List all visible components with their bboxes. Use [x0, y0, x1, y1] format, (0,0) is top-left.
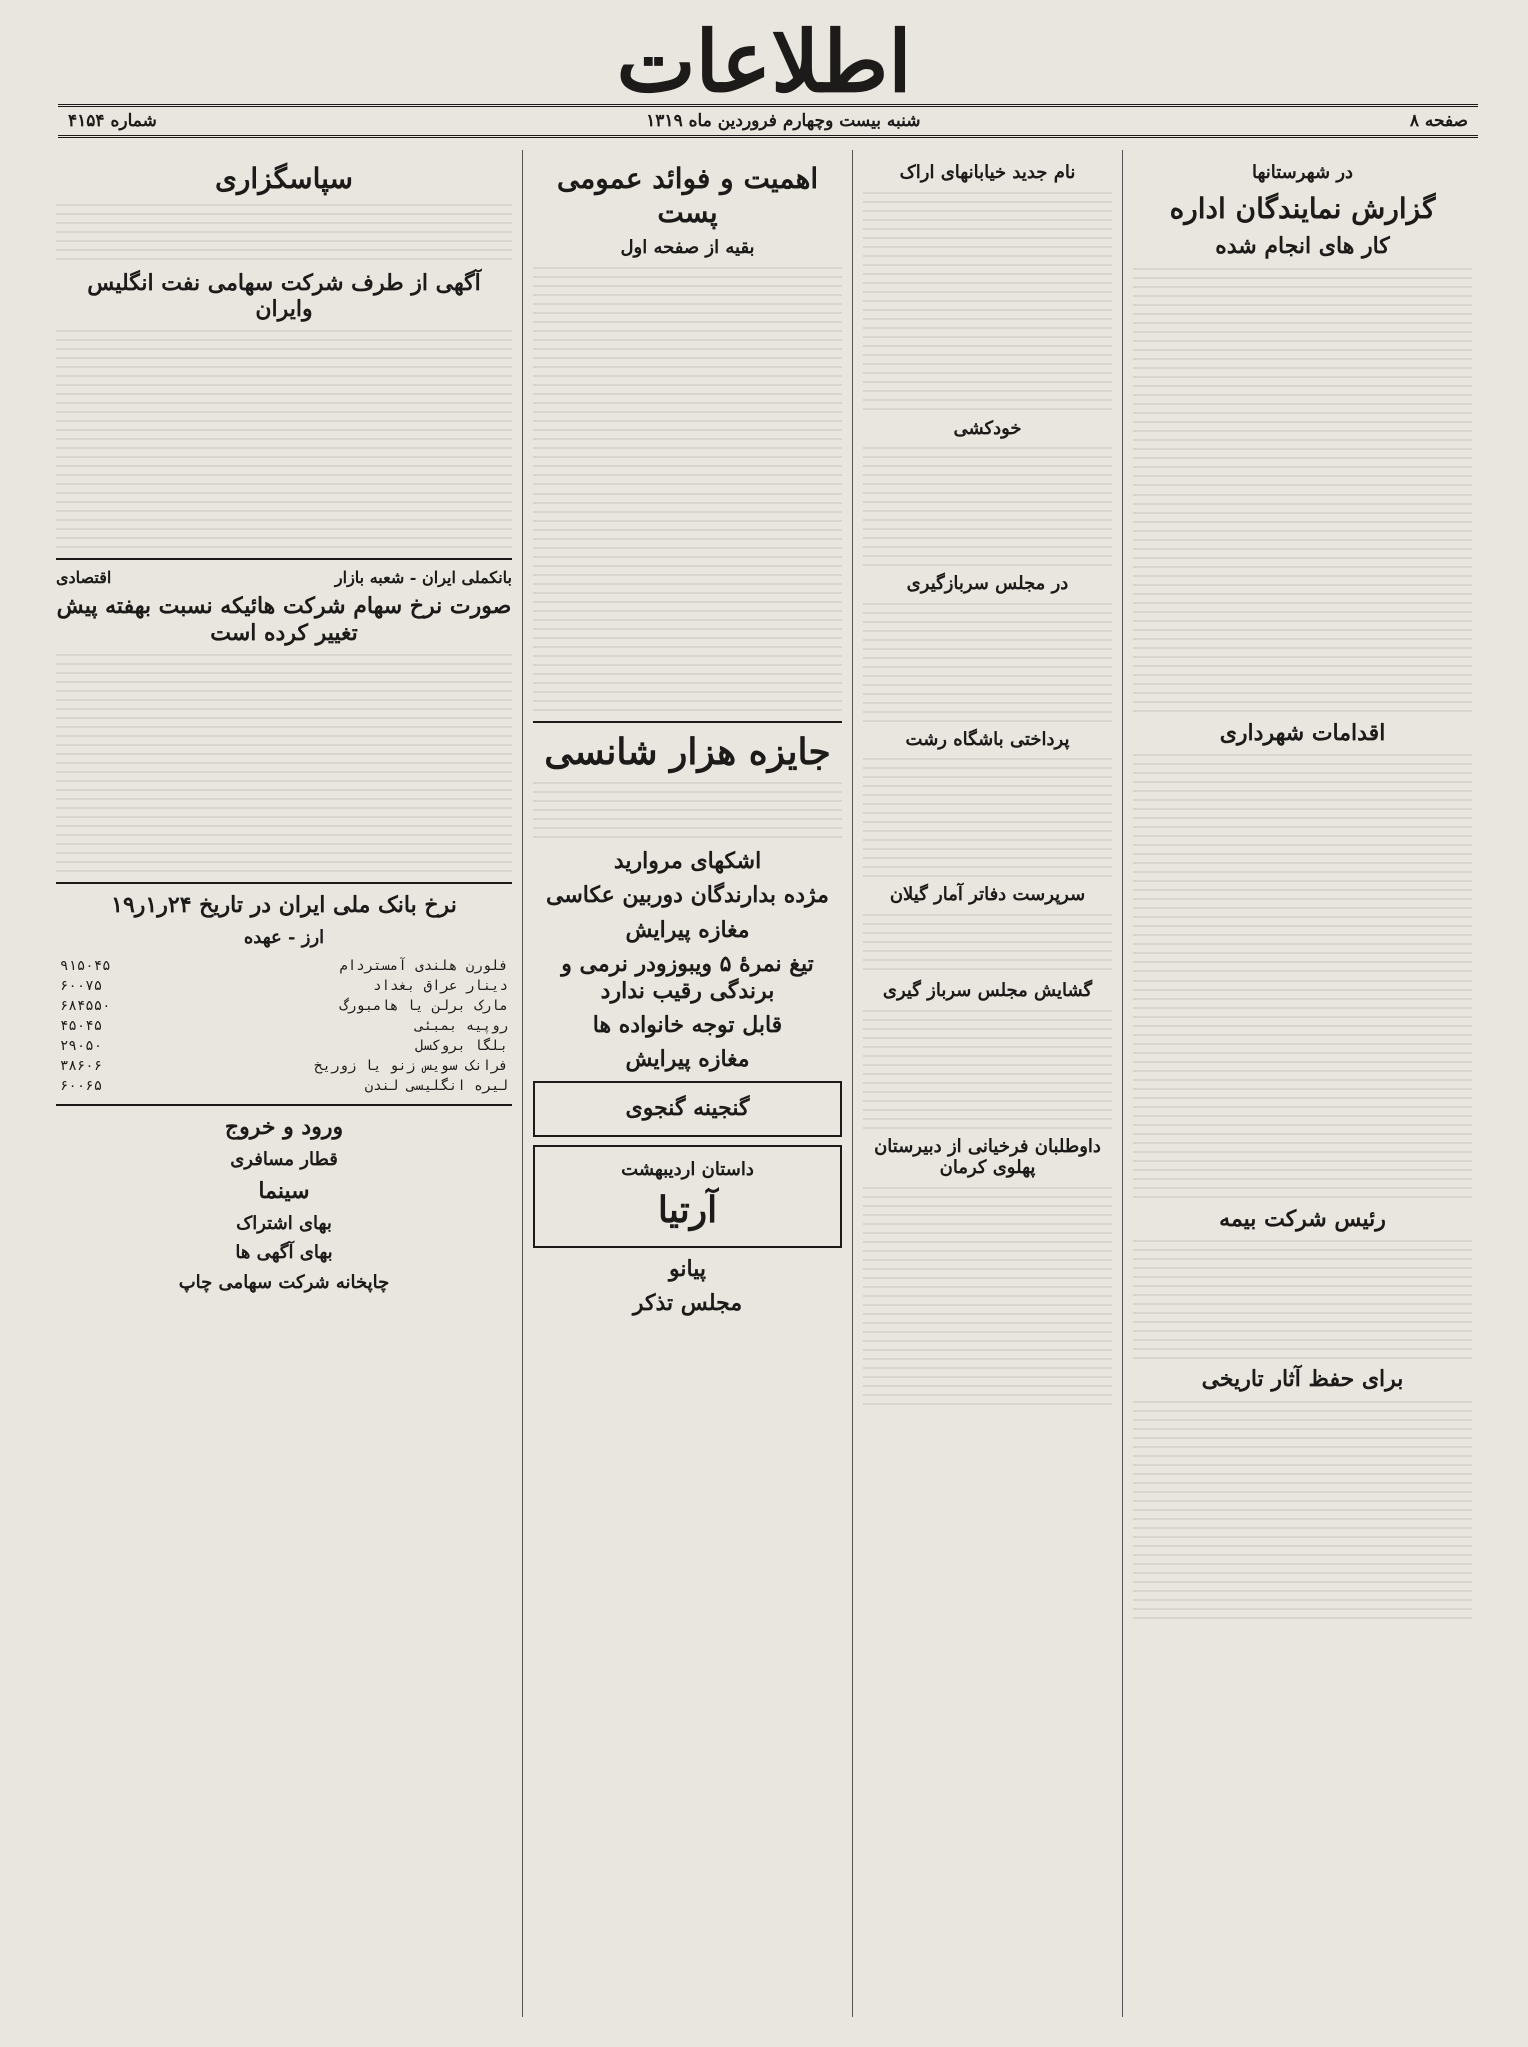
ad-photo: مژده بدارندگان دوربین عکاسی — [546, 882, 829, 909]
rate-currency: مارک برلن یا هامبورگ — [339, 998, 508, 1015]
rate-row — [56, 1076, 512, 1096]
issue-number: شماره ۴۱۵۴ — [68, 111, 157, 131]
kicker: در شهرستانها — [1251, 162, 1354, 183]
rate-value: ۶۰۰۶۵ — [60, 1078, 103, 1095]
rate-row — [56, 1036, 512, 1056]
column-economy — [46, 150, 522, 2017]
ad-shaving-shop: مغازه پیرایش — [625, 1046, 750, 1073]
body-text-region — [863, 914, 1112, 974]
body-text-region — [863, 192, 1112, 412]
rate-currency: بلگا بروکسل — [415, 1038, 508, 1055]
currency-label: ارز - عهده — [243, 926, 325, 948]
shares-heading: صورت نرخ سهام شرکت هائیکه نسبت بهفته پیش تغییر کرده است — [56, 593, 512, 646]
body-text-region — [56, 204, 512, 264]
cinema-heading: سینما — [258, 1178, 310, 1205]
train-heading: قطار مسافری — [230, 1148, 338, 1170]
ad-book: گنجینه گنجوی — [625, 1094, 750, 1121]
ad-pearls: اشکهای مروارید — [613, 847, 762, 874]
subhead: اقدامات شهرداری — [1219, 719, 1386, 746]
rate-currency: فلورن هلندی آمستردام — [339, 958, 508, 975]
ad-story-box — [533, 1145, 842, 1248]
rate-currency: لیره انگلیسی لندن — [364, 1078, 508, 1095]
ad-piano: پیانو — [669, 1255, 706, 1282]
body-text-region — [1133, 268, 1472, 488]
subhead: خودکشی — [953, 417, 1022, 439]
rate-value: ۴۵۰۴۵ — [60, 1018, 103, 1035]
ad-memorial: مجلس تذکر — [632, 1290, 743, 1317]
dateline — [58, 104, 1478, 138]
subhead: رئیس شرکت بیمه — [1219, 1205, 1386, 1232]
subhead: نام جدید خیابانهای اراک — [899, 162, 1076, 183]
rates-table — [56, 956, 512, 1096]
ad-family: قابل توجه خانواده ها — [592, 1011, 783, 1038]
rate-row — [56, 996, 512, 1016]
body-text-region — [863, 758, 1112, 878]
rate-value: ۳۸۶۰۶ — [60, 1058, 103, 1075]
body-text-region — [533, 493, 842, 713]
headline: اهمیت و فوائد عمومی پست — [556, 162, 819, 229]
shares-table-region — [56, 654, 512, 874]
ad-book-box — [533, 1081, 842, 1137]
rate-currency: فرانک سویس زنو یا زوریخ — [314, 1058, 508, 1075]
printer-credit: چاپخانه شرکت سهامی چاپ — [178, 1271, 390, 1293]
rate-value: ۹۱۵۰۴۵ — [60, 958, 111, 975]
body-text-region — [533, 782, 842, 842]
subhead: کار های انجام شده — [1215, 233, 1390, 260]
column-arak — [852, 150, 1122, 2017]
masthead: اطلاعات — [616, 12, 912, 111]
rate-row — [56, 976, 512, 996]
rate-value: ۶۸۴۵۵۰ — [60, 998, 111, 1015]
subhead: در مجلس سربازگیری — [906, 573, 1069, 595]
headline: گزارش نمایندگان اداره — [1169, 191, 1436, 225]
body-text-region — [1133, 980, 1472, 1200]
body-text-region — [1133, 1401, 1472, 1621]
column-post-and-ads — [522, 150, 852, 2017]
rate-value: ۶۰۰۷۵ — [60, 978, 103, 995]
subhead: داوطلبان فرخیانی از دبیرستان پهلوی کرمان — [874, 1135, 1101, 1179]
body-text-region — [1133, 1240, 1472, 1360]
subhead: سرپرست دفاتر آمار گیلان — [889, 884, 1086, 906]
rate-currency: روپیه بمبئی — [415, 1018, 508, 1035]
ad-lottery: جایزه هزار شانسی — [544, 730, 831, 773]
rate-value: ۲۹۰۵۰ — [60, 1038, 103, 1055]
body-text-region — [1133, 494, 1472, 714]
body-text-region — [863, 447, 1112, 567]
subhead: پرداختی باشگاه رشت — [905, 728, 1070, 750]
issue-date: شنبه بیست وچهارم فروردین ماه ۱۳۱۹ — [646, 111, 921, 131]
rate-currency: دینار عراق بغداد — [373, 978, 508, 995]
body-text-region — [533, 267, 842, 487]
rate-row — [56, 1016, 512, 1036]
column-provinces — [1122, 150, 1482, 2017]
market-bar: بانکملی ایران - شعبه بازار اقتصادی — [56, 568, 512, 588]
subhead: گشایش مجلس سرباز گیری — [882, 979, 1093, 1001]
body-text-region — [56, 330, 512, 550]
rate-row — [56, 1056, 512, 1076]
ad-photo-shop: مغازه پیرایش — [625, 916, 750, 943]
ad-story-title: آرتیا — [657, 1188, 718, 1231]
continued-label: بقیه از صفحه اول — [620, 237, 755, 259]
subscription-heading: بهای اشتراک — [236, 1212, 332, 1234]
ad-blade: تیغ نمرهٔ ۵ ویبوزودر نرمی و برندگی رقیب ندارد — [561, 951, 814, 1004]
rate-row — [56, 956, 512, 976]
body-text-region — [863, 1187, 1112, 1407]
bank-rates-heading: نرخ بانک ملی ایران در تاریخ ۲۴ر۱ر۱۹ — [111, 892, 457, 919]
body-text-region — [1133, 754, 1472, 974]
body-text-region — [863, 1010, 1112, 1130]
page-number: صفحه ۸ — [1409, 111, 1468, 131]
body-text-region — [863, 603, 1112, 723]
oil-company-notice: آگهی از طرف شرکت سهامی نفت انگلیس وایران — [87, 269, 481, 322]
subhead: برای حفظ آثار تاریخی — [1201, 1366, 1404, 1393]
thanks-notice: سپاسگزاری — [214, 162, 354, 195]
travel-heading: ورود و خروج — [224, 1114, 344, 1141]
ad-rates-heading: بهای آگهی ها — [235, 1242, 333, 1264]
ad-story-label: داستان اردیبهشت — [621, 1159, 754, 1181]
